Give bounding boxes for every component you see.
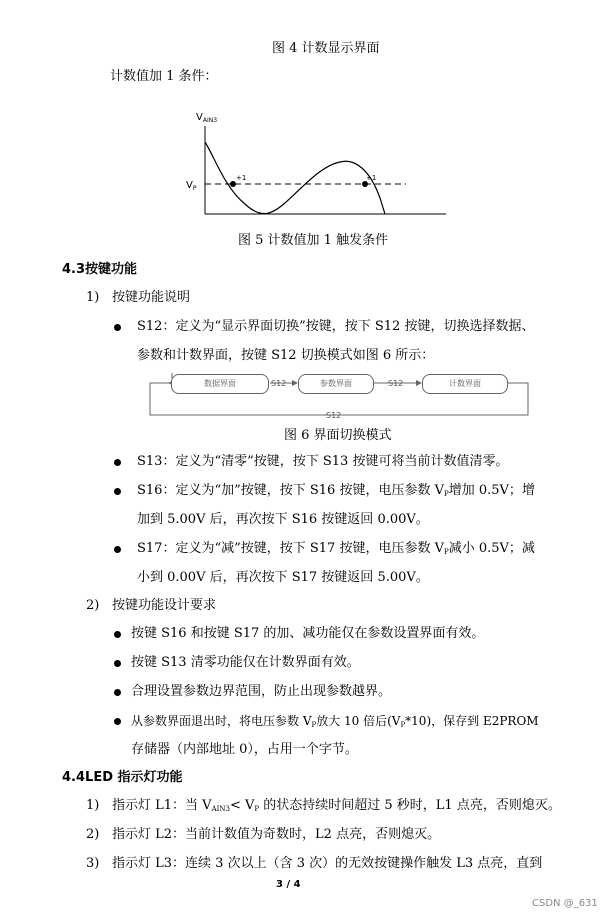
fig6-box-param: 参数界面	[298, 374, 374, 394]
s16-line2: 加到 5.00V 后，再次按下 S16 按键返回 0.00V。	[137, 512, 429, 527]
fig5-signal-curve	[205, 142, 385, 214]
l1-text: 指示灯 L1：当 $V_{AIN3}< V_P$ 的状态持续时间超过 5 秒时，L1 点亮，否则熄灭。	[112, 798, 561, 813]
s12-line1: S12：定义为“显示界面切换”按键，按下 S12 按键，切换选择数据、	[137, 319, 535, 334]
bullet-req1	[114, 631, 121, 638]
sub1-number: 1)	[86, 290, 100, 305]
fig6-label-3: S12	[326, 411, 342, 420]
s17-line2: 小到 0.00V 后，再次按下 S17 按键返回 5.00V。	[137, 570, 429, 585]
bullet-req4	[114, 718, 121, 725]
fig5-y-label: $V_{AIN3}$	[196, 112, 218, 124]
fig5-marker-2: +1	[366, 174, 377, 182]
page-number: 3 / 4	[276, 879, 301, 890]
csdn-watermark: CSDN @_631	[532, 898, 598, 909]
l1-number: 1)	[86, 798, 100, 813]
s16-line1: S16：定义为“加”按键，按下 S16 按键，电压参数 $V_P$增加 0.5V；增	[137, 483, 535, 498]
req4-line1: 从参数界面退出时，将电压参数 $V_P$放大 10 倍后$(V_P*10)$，保存到 E2PROM	[131, 714, 539, 729]
l2-text: 指示灯 L2：当前计数值为奇数时，L2 点亮，否则熄灭。	[112, 827, 441, 842]
sub1-title: 按键功能说明	[112, 290, 191, 305]
fig5-caption: 图 5 计数值加 1 触发条件	[238, 233, 389, 248]
req1: 按键 S16 和按键 S17 的加、减功能仅在参数设置界面有效。	[131, 626, 485, 641]
req2: 按键 S13 清零功能仅在计数界面有效。	[131, 655, 360, 670]
l3-number: 3)	[86, 856, 100, 871]
section-43-heading: 4.3按键功能	[62, 262, 138, 277]
count-rule-label: 计数值加 1 条件：	[110, 69, 218, 84]
fig5-marker-1: +1	[236, 174, 247, 182]
req4-line2: 存储器（内部地址 0），占用一个字节。	[131, 742, 358, 757]
section-44-heading: 4.4LED 指示灯功能	[62, 770, 183, 785]
fig6-label-1: S12	[271, 379, 287, 388]
fig6-label-2: S12	[388, 379, 404, 388]
bullet-req3	[114, 689, 121, 696]
l2-number: 2)	[86, 827, 100, 842]
l3-text: 指示灯 L3：连续 3 次以上（含 3 次）的无效按键操作触发 L3 点亮，直到	[112, 856, 543, 871]
bullet-s16	[114, 488, 121, 495]
fig6-caption: 图 6 界面切换模式	[284, 428, 392, 443]
s17-line1: S17：定义为“减”按键，按下 S17 按键，电压参数 $V_P$减小 0.5V；减	[137, 541, 535, 556]
sub2-number: 2)	[86, 598, 100, 613]
bullet-s13	[114, 459, 121, 466]
bullet-req2	[114, 660, 121, 667]
req3: 合理设置参数边界范围，防止出现参数越界。	[131, 684, 392, 699]
fig5-vp-label: $V_P$	[186, 180, 197, 192]
fig5-chart	[180, 108, 460, 220]
fig4-caption: 图 4 计数显示界面	[272, 41, 380, 56]
s13-line1: S13：定义为“清零”按键，按下 S13 按键可将当前计数值清零。	[137, 454, 509, 469]
fig6-box-count: 计数界面	[422, 374, 508, 394]
bullet-s17	[114, 546, 121, 553]
fig6-box-data: 数据界面	[171, 374, 269, 394]
s12-line2: 参数和计数界面，按键 S12 切换模式如图 6 所示：	[137, 348, 435, 363]
bullet-s12	[114, 324, 121, 331]
sub2-title: 按键功能设计要求	[112, 598, 217, 613]
